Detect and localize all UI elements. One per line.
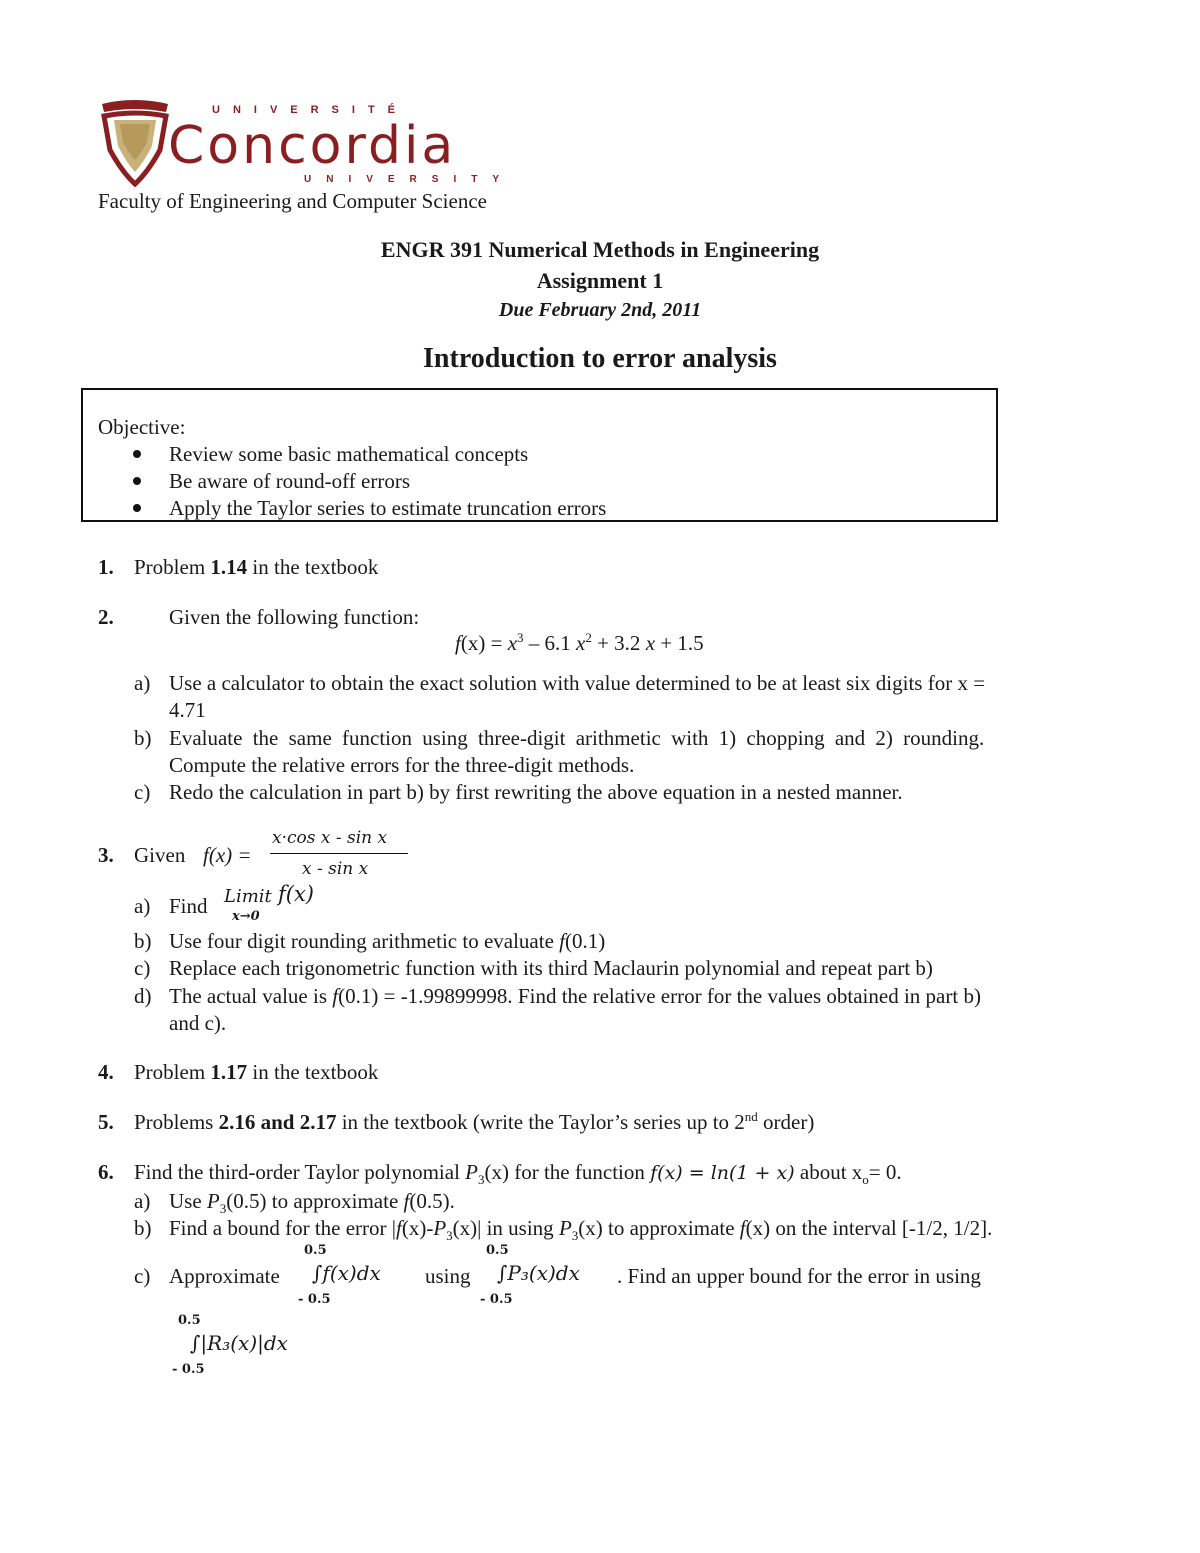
bullet-icon	[133, 504, 141, 512]
objective-item: Review some basic mathematical concepts	[169, 442, 529, 466]
question-6a-text: Use $P_3(0.5)$ to approximate f(0.5).	[169, 1189, 455, 1217]
question-2-intro: Given the following function:	[169, 605, 420, 629]
part-label: a)	[134, 671, 151, 695]
limit-function: f(x)	[278, 882, 315, 906]
faculty-name: Faculty of Engineering and Computer Science	[98, 189, 487, 213]
part-label: b)	[134, 929, 152, 953]
assignment-title: Assignment 1	[536, 268, 664, 293]
part-label: d)	[134, 984, 152, 1008]
question-3a-text: Find	[169, 894, 208, 918]
question-5-text: Problems 2.16 and 2.17 in the textbook (write the Taylor’s series up to 2nd order)	[134, 1109, 815, 1134]
question-3c-text: Replace each trigonometric function with its third Maclaurin polynomial and repeat part b)	[169, 956, 933, 980]
question-3b-text: Use four digit rounding arithmetic to evaluate f(0.1)	[169, 929, 606, 953]
integral-upper-limit: 0.5	[304, 1243, 327, 1258]
question-number: 4.	[98, 1060, 114, 1084]
logo-universite: UNIVERSITÉ	[212, 104, 409, 116]
logo-name: Concordia	[168, 116, 457, 176]
limit-subscript: x→0	[232, 909, 260, 924]
integral-lower-limit: - 0.5	[298, 1292, 331, 1307]
part-label: c)	[134, 780, 151, 804]
question-number: 1.	[98, 555, 114, 579]
question-2b-text: Evaluate the same function using three-digit arithmetic with 1) chopping and 2) rounding.	[169, 726, 985, 750]
integral-upper-limit: 0.5	[178, 1313, 201, 1328]
using-text: using	[425, 1264, 471, 1288]
question-number: 2.	[98, 605, 114, 629]
part-label: b)	[134, 1216, 152, 1240]
integral-expression: ∫P₃(x)dx	[497, 1261, 580, 1285]
question-2a-text-cont: 4.71	[169, 698, 206, 722]
part-label: b)	[134, 726, 152, 750]
integral-lower-limit: - 0.5	[480, 1292, 513, 1307]
objective-item: Be aware of round-off errors	[169, 469, 411, 493]
question-number: 5.	[98, 1110, 114, 1134]
question-6c-text-cont: . Find an upper bound for the error in using	[617, 1264, 981, 1288]
concordia-shield-logo	[100, 98, 170, 188]
fx-label: f(x) =	[203, 843, 252, 867]
course-title: ENGR 391 Numerical Methods in Engineering	[380, 237, 820, 262]
topic-heading: Introduction to error analysis	[423, 343, 777, 374]
integral-upper-limit: 0.5	[486, 1243, 509, 1258]
bullet-icon	[133, 477, 141, 485]
logo-university: UNIVERSITY	[304, 174, 515, 185]
polynomial-equation: $f(x) = x^3 - 6.1$ $x^2 + 3.2$ x + 1.5	[455, 630, 704, 655]
part-label: c)	[134, 1264, 151, 1288]
objective-item: Apply the Taylor series to estimate truncation errors	[169, 496, 607, 520]
question-2c-text: Redo the calculation in part b) by first rewriting the above equation in a nested manner.	[169, 780, 903, 804]
integral-expression: ∫|R₃(x)|dx	[190, 1331, 288, 1355]
question-6c-text: Approximate	[169, 1264, 280, 1288]
fraction-denominator: x - sin x	[302, 859, 369, 879]
part-label: c)	[134, 956, 151, 980]
question-2b-text-cont: Compute the relative errors for the three-digit methods.	[169, 753, 635, 777]
fraction-bar	[270, 853, 408, 854]
due-date: Due February 2nd, 2011	[498, 299, 702, 321]
fraction-numerator: x·cos x - sin x	[272, 828, 388, 848]
question-6-text: Find the third-order Taylor polynomial $P_3(x)$ for the function f(x) = ln(1 + x) about $x_o= 0$.	[134, 1160, 902, 1188]
question-number: 6.	[98, 1160, 114, 1184]
question-2a-text: Use a calculator to obtain the exact solution with value determined to be at least six digits for x =	[169, 671, 986, 695]
question-3d-text: The actual value is f(0.1) = -1.99899998. Find the relative error for the values obtained in part b)	[169, 984, 981, 1008]
part-label: a)	[134, 1189, 151, 1213]
bullet-icon	[133, 450, 141, 458]
limit-label: Limit	[224, 886, 272, 907]
question-6b-text: Find a bound for the error $|f(x)-P_3(x)|$ in using $P_3(x)$ to approximate f(x) on the interval [-1/2, 1/2].	[169, 1216, 993, 1244]
part-label: a)	[134, 894, 151, 918]
question-number: 3.	[98, 843, 114, 867]
integral-lower-limit: - 0.5	[172, 1362, 205, 1377]
question-4-text: Problem 1.17 in the textbook	[134, 1060, 379, 1084]
integral-expression: ∫f(x)dx	[312, 1261, 381, 1285]
question-1-text: Problem 1.14 in the textbook	[134, 555, 379, 579]
question-3-given: Given	[134, 843, 186, 867]
objective-label: Objective:	[98, 415, 186, 439]
question-3d-text-cont: and c).	[169, 1011, 227, 1035]
